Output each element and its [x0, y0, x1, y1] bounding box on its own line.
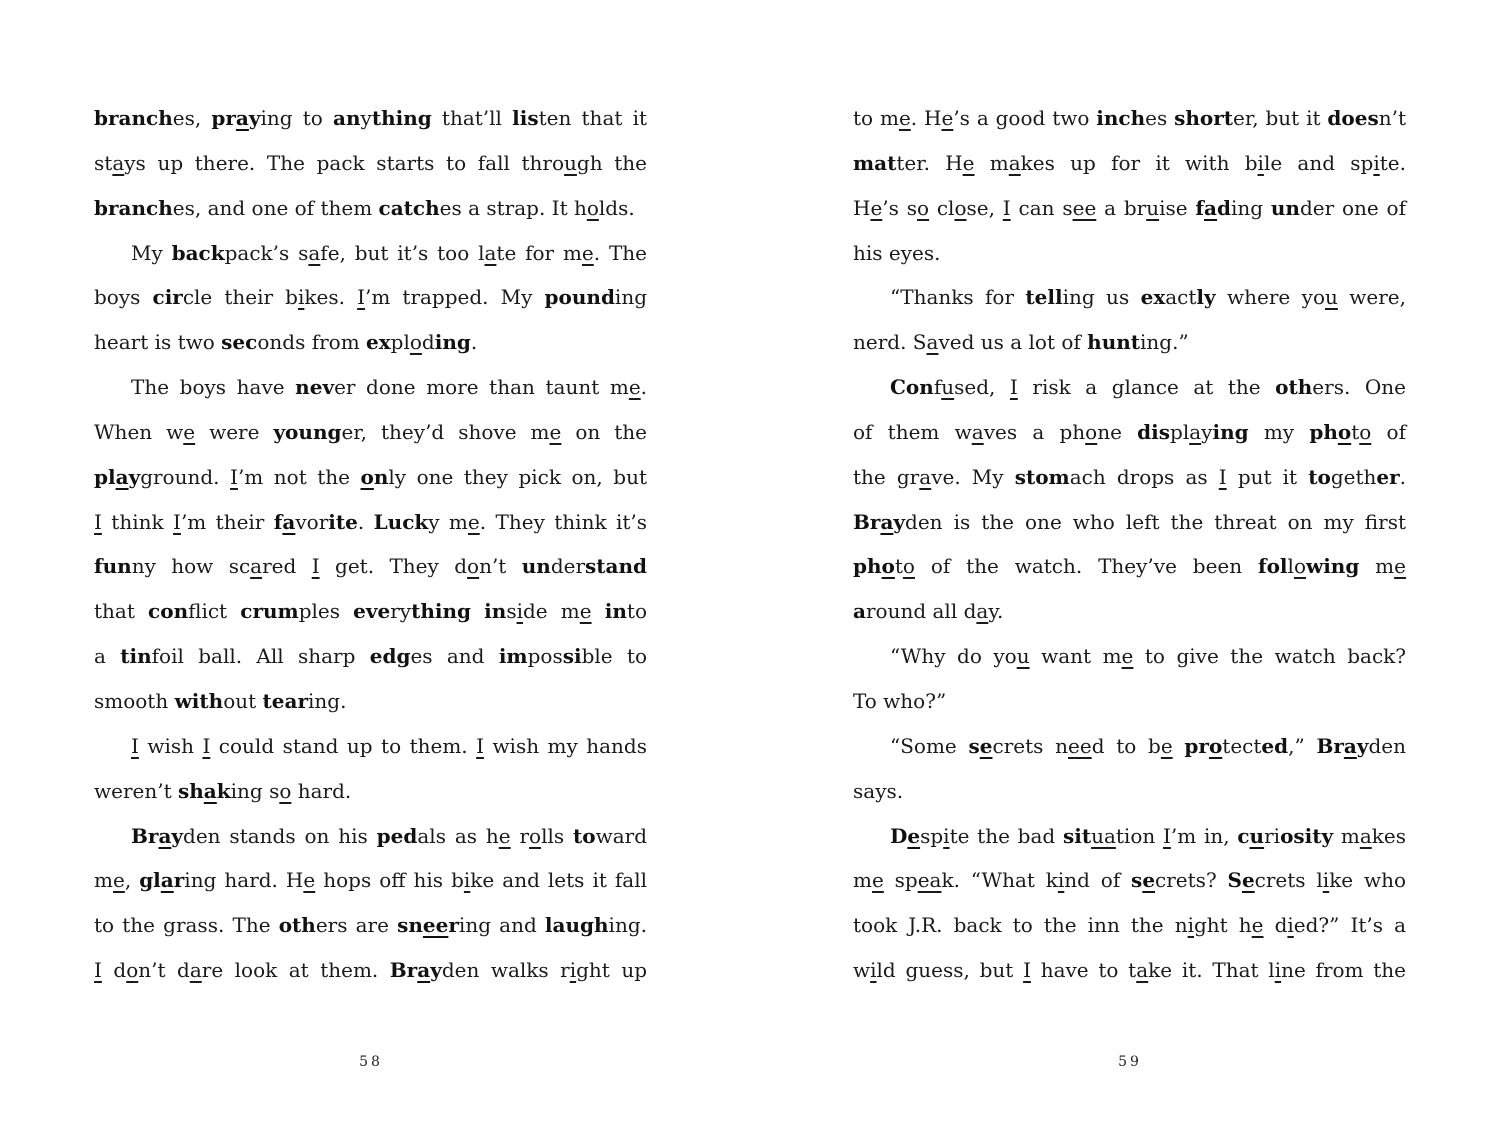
text-line: “Thanks for telling us exactly where you were, — [890, 285, 1406, 310]
text-line: Confused, I risk a glance at the others. One — [890, 375, 1406, 400]
text-line: to the grass. The others are sneering and laughing. — [94, 913, 647, 938]
text-line: My backpack’s safe, but it’s too late for me. The — [131, 240, 648, 265]
text-line: me, glaring hard. He hops off his bike and lets it fall — [94, 868, 648, 893]
text-line: Despite the bad situation I’m in, curiosity makes — [890, 823, 1406, 848]
text-line: The boys have never done more than taunt me. — [131, 375, 648, 400]
right-page-text — [853, 96, 1406, 993]
text-line: his eyes. — [853, 240, 941, 265]
text-line: I don’t dare look at them. Brayden walks right up — [94, 958, 648, 983]
text-line: “Why do you want me to give the watch back? — [890, 644, 1407, 669]
text-line: playground. I’m not the only one they pick on, but — [94, 464, 647, 489]
text-line: stays up there. The pack starts to fall through the — [94, 150, 647, 175]
text-line: of them waves a phone displaying my photo of — [853, 419, 1406, 444]
text-line: wild guess, but I have to take it. That line from the — [853, 958, 1406, 983]
text-line: a tinfoil ball. All sharp edges and impossible to — [94, 644, 648, 669]
text-line: branches, praying to anything that’ll listen that it — [94, 106, 648, 130]
text-line: to me. He’s a good two inches shorter, but it doesn’t — [853, 106, 1406, 130]
text-line: that conflict crumples everything inside me into — [94, 599, 647, 624]
text-line: took J.R. back to the inn the night he died?” It’s a — [853, 913, 1406, 938]
text-line: weren’t shaking so hard. — [94, 778, 352, 803]
text-line: “Some secrets need to be protected,” Brayden — [890, 733, 1407, 758]
text-line: I wish I could stand up to them. I wish my hands — [131, 733, 648, 758]
text-line: I think I’m their favorite. Lucky me. They think it’s — [94, 509, 648, 534]
text-line: heart is two seconds from exploding. — [94, 330, 478, 355]
text-line: branches, and one of them catches a strap. It holds. — [94, 195, 635, 220]
text-line: me speak. “What kind of secrets? Secrets like who — [853, 868, 1406, 893]
text-line: around all day. — [853, 599, 1004, 624]
text-line: He’s so close, I can see a bruise fading under one of — [853, 195, 1406, 220]
text-line: Brayden is the one who left the threat on my first — [853, 509, 1406, 534]
left-page-number: 58 — [359, 1054, 383, 1070]
text-line: nerd. Saved us a lot of hunting.” — [853, 330, 1189, 355]
text-line: funny how scared I get. They don’t understand — [94, 554, 648, 579]
text-line: smooth without tearing. — [94, 688, 347, 713]
text-line: says. — [853, 778, 904, 803]
text-line: When we were younger, they’d shove me on the — [94, 419, 647, 444]
text-line: matter. He makes up for it with bile and spite. — [853, 150, 1406, 175]
left-page-text — [94, 96, 647, 993]
right-page-number: 59 — [1118, 1054, 1142, 1070]
text-line: To who?” — [853, 688, 947, 713]
text-line: Brayden stands on his pedals as he rolls toward — [131, 823, 647, 848]
text-line: photo of the watch. They’ve been following me — [853, 554, 1406, 579]
text-line: the grave. My stomach drops as I put it together. — [853, 464, 1406, 489]
text-line: boys circle their bikes. I’m trapped. My pounding — [94, 285, 648, 310]
